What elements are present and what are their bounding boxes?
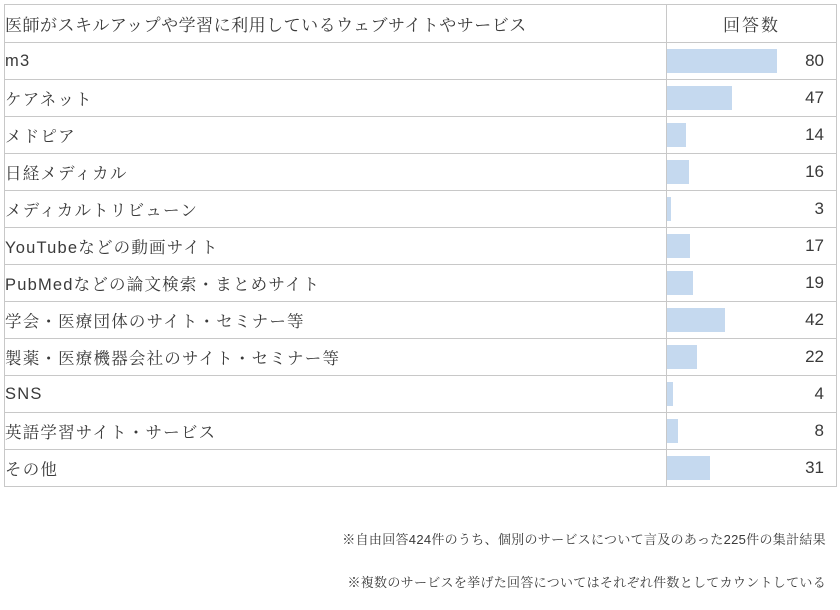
row-category-label: 学会・医療団体のサイト・セミナー等 <box>5 302 667 339</box>
bar-wrapper <box>667 421 836 441</box>
row-value-label: 17 <box>805 236 824 255</box>
bar-wrapper <box>667 236 836 256</box>
row-category-label: ケアネット <box>5 80 667 117</box>
row-value-cell <box>667 43 837 80</box>
row-value-cell <box>667 80 837 117</box>
table-row <box>5 265 837 302</box>
row-category-label: 英語学習サイト・サービス <box>5 413 667 450</box>
bar-wrapper <box>667 273 836 293</box>
table-body <box>5 43 837 487</box>
row-value-label: 8 <box>814 421 824 440</box>
bar-wrapper <box>667 384 836 404</box>
chart-page <box>0 4 840 610</box>
bar-wrapper <box>667 310 836 330</box>
table-header <box>5 5 837 43</box>
row-category-label: メドピア <box>5 117 667 154</box>
table-row <box>5 339 837 376</box>
row-value-label: 14 <box>805 125 824 144</box>
row-value-cell <box>667 117 837 154</box>
table-row <box>5 154 837 191</box>
row-value-cell <box>667 376 837 413</box>
bar-wrapper <box>667 125 836 145</box>
row-value-label: 19 <box>805 273 824 292</box>
row-category-label: m3 <box>5 43 667 80</box>
row-value-cell <box>667 450 837 487</box>
footnote-1: ※自由回答424件のうち、個別のサービスについて言及のあった225件の集計結果 <box>342 532 826 547</box>
table-row <box>5 302 837 339</box>
row-value-label: 47 <box>805 88 824 107</box>
row-value-cell <box>667 228 837 265</box>
row-value-cell <box>667 154 837 191</box>
row-value-label: 3 <box>814 199 824 218</box>
row-category-label: メディカルトリビューン <box>5 191 667 228</box>
bar-wrapper <box>667 458 836 478</box>
row-category-label: 製薬・医療機器会社のサイト・セミナー等 <box>5 339 667 376</box>
row-category-label: 日経メディカル <box>5 154 667 191</box>
table-row <box>5 450 837 487</box>
row-value-cell <box>667 302 837 339</box>
row-value-label: 42 <box>805 310 824 329</box>
bar-wrapper <box>667 51 836 71</box>
row-category-label: その他 <box>5 450 667 487</box>
table-row <box>5 376 837 413</box>
row-category-label: SNS <box>5 376 667 413</box>
table-row <box>5 117 837 154</box>
bar-wrapper <box>667 88 836 108</box>
column-header-count: 回答数 <box>667 5 837 43</box>
table-row <box>5 413 837 450</box>
row-value-cell <box>667 413 837 450</box>
table-row <box>5 191 837 228</box>
table-row <box>5 228 837 265</box>
table-row <box>5 43 837 80</box>
row-value-cell <box>667 339 837 376</box>
row-value-cell <box>667 191 837 228</box>
answer-count-table <box>4 4 837 487</box>
row-value-label: 31 <box>805 458 824 477</box>
column-header-category: 医師がスキルアップや学習に利用しているウェブサイトやサービス <box>5 5 667 43</box>
table-row <box>5 80 837 117</box>
bar-wrapper <box>667 199 836 219</box>
row-value-label: 4 <box>814 384 824 403</box>
footnotes <box>0 532 840 592</box>
bar-wrapper <box>667 347 836 367</box>
row-value-label: 80 <box>805 51 824 70</box>
row-category-label: PubMedなどの論文検索・まとめサイト <box>5 265 667 302</box>
row-value-label: 16 <box>805 162 824 181</box>
footnote-2: ※複数のサービスを挙げた回答についてはそれぞれ件数としてカウントしている <box>347 574 826 590</box>
row-value-label: 22 <box>805 347 824 366</box>
row-category-label: YouTubeなどの動画サイト <box>5 228 667 265</box>
bar-wrapper <box>667 162 836 182</box>
row-value-cell <box>667 265 837 302</box>
